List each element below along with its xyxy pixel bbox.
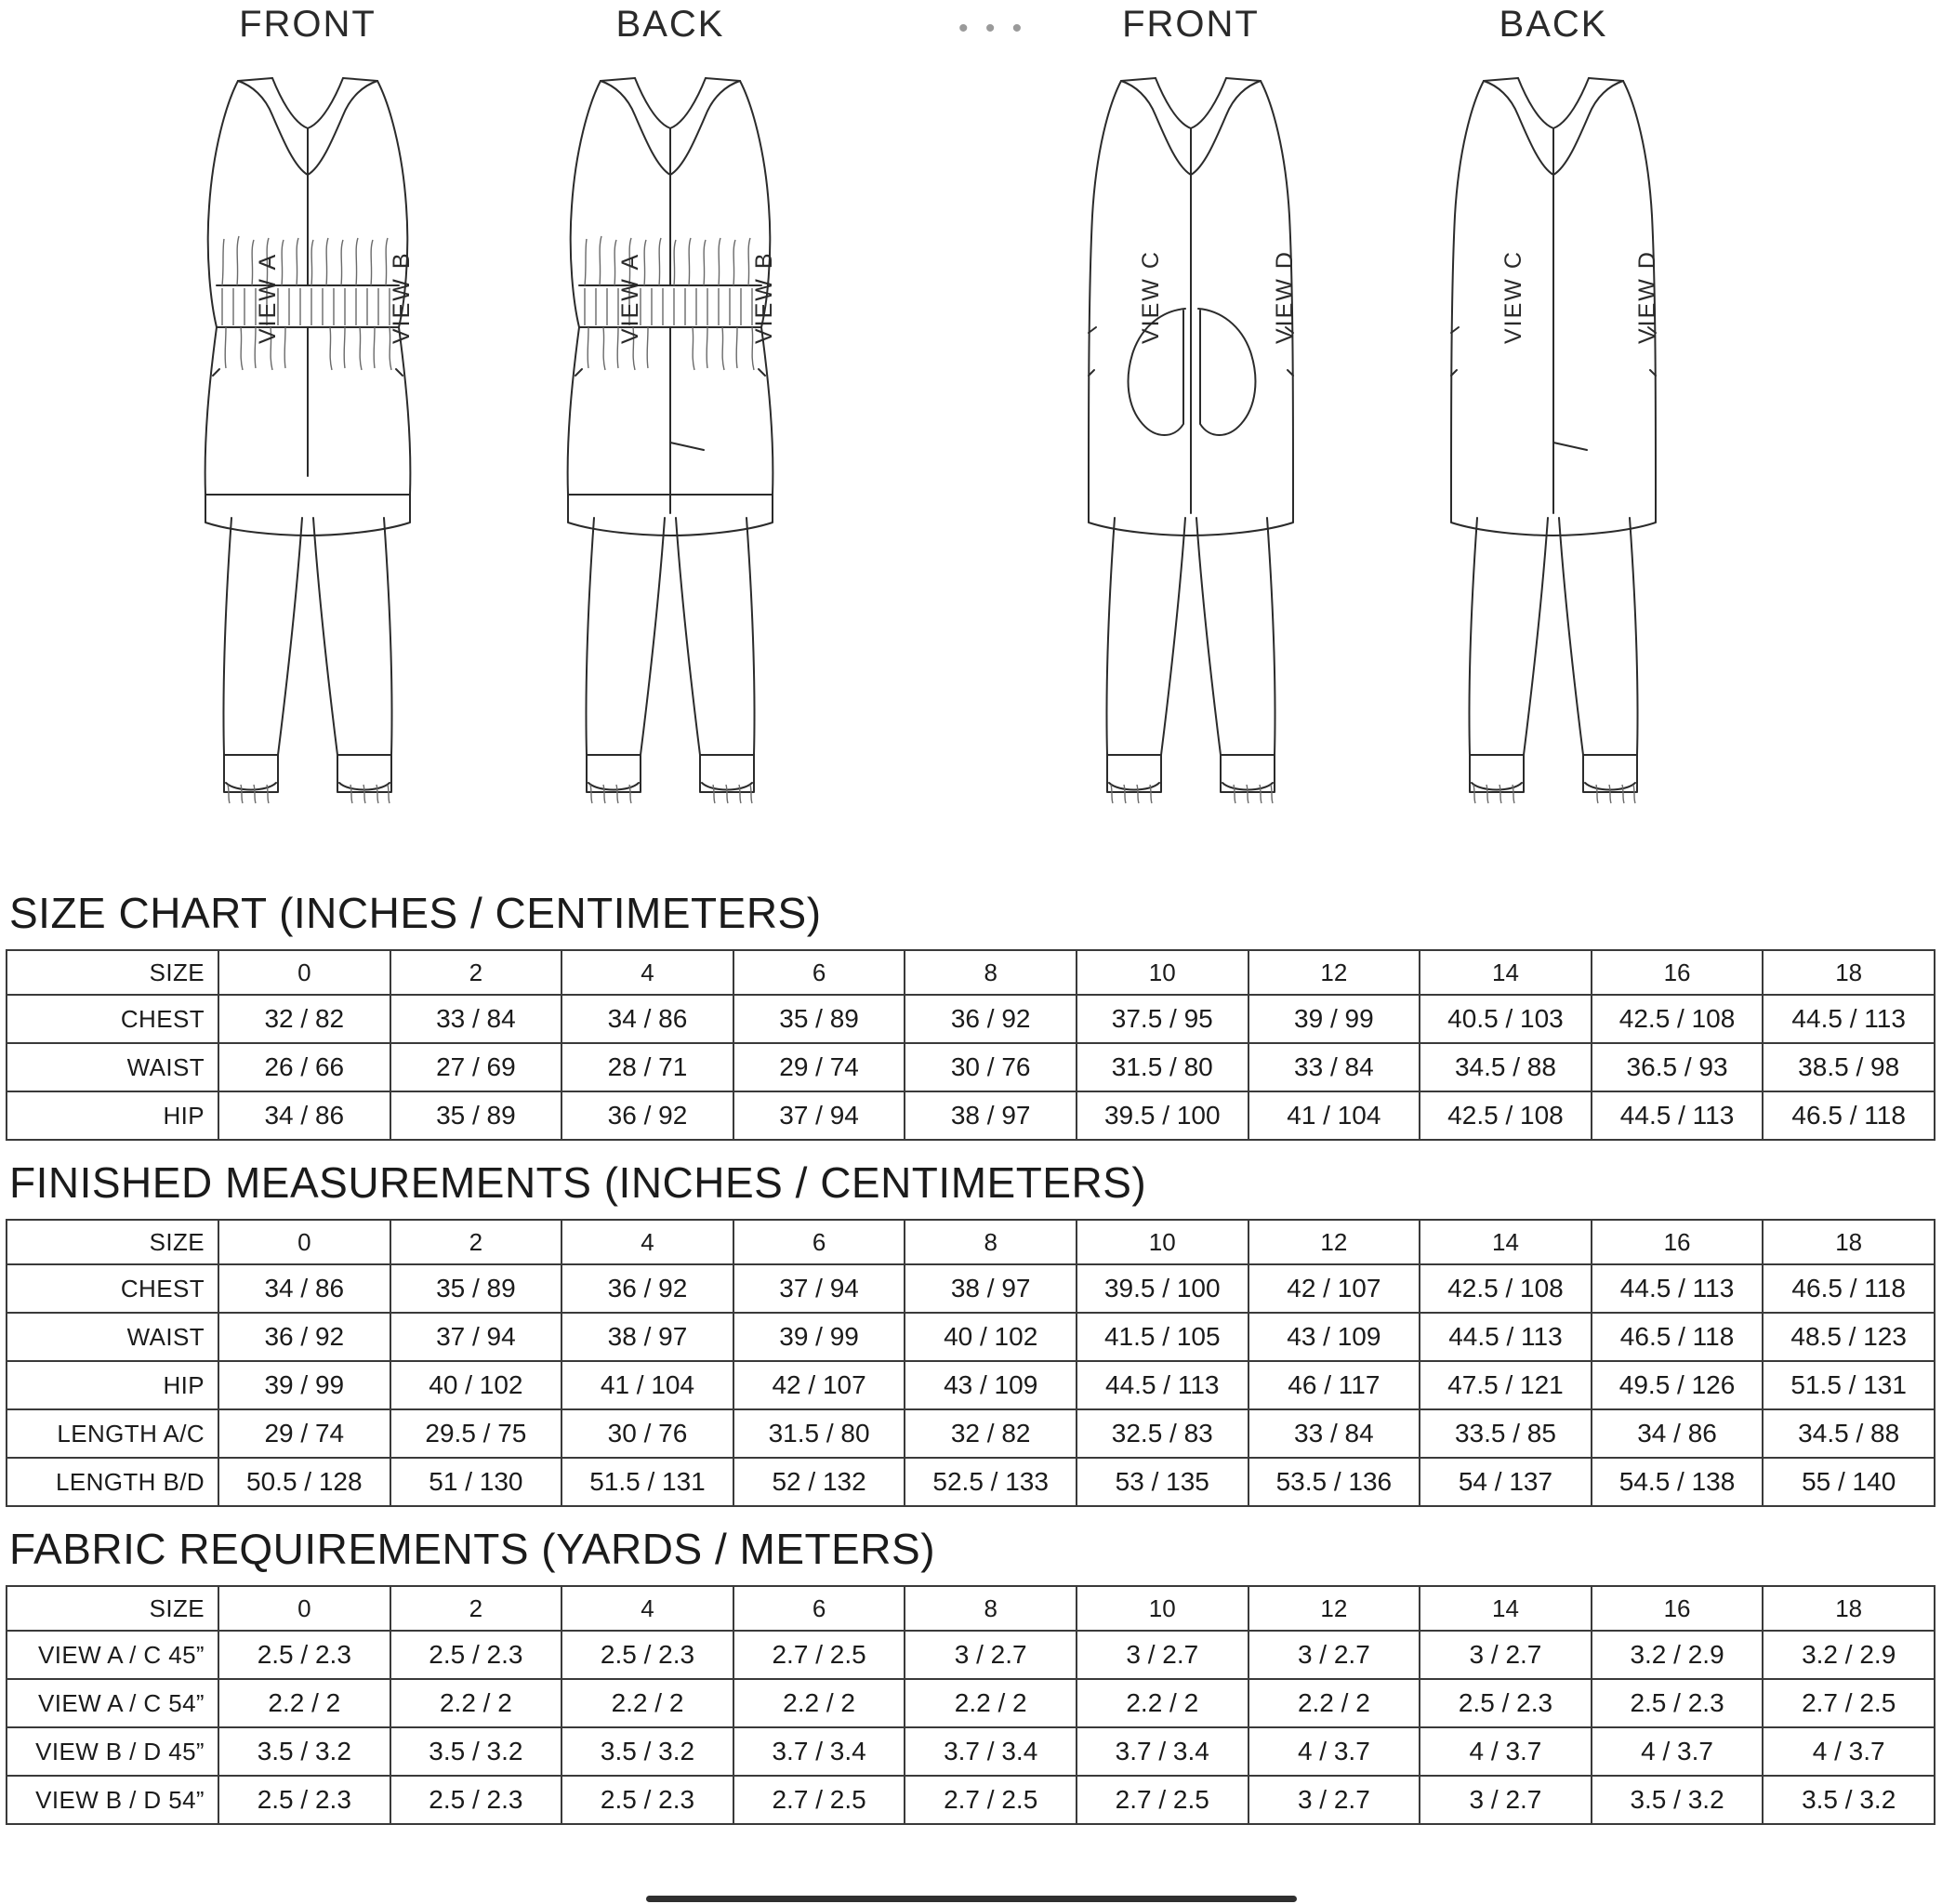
table-cell: 36 / 92 [561, 1264, 733, 1313]
table-cell: 54.5 / 138 [1592, 1458, 1764, 1506]
figure-view-c-back [1335, 0, 1772, 879]
table-cell: 4 / 3.7 [1763, 1727, 1935, 1776]
column-header: 4 [561, 1220, 733, 1264]
figure-title: BACK [1499, 4, 1608, 45]
table-cell: 2.2 / 2 [390, 1679, 562, 1727]
table-cell: 39.5 / 100 [1077, 1264, 1248, 1313]
table-cell: 46.5 / 118 [1592, 1313, 1764, 1361]
column-header: 18 [1763, 950, 1935, 995]
table-cell: 34 / 86 [1592, 1409, 1764, 1458]
table-cell: 4 / 3.7 [1420, 1727, 1592, 1776]
table-cell: 42.5 / 108 [1420, 1264, 1592, 1313]
table-cell: 51 / 130 [390, 1458, 562, 1506]
table-cell: 29 / 74 [733, 1043, 905, 1091]
garment-illustration [168, 48, 447, 866]
table-cell: 44.5 / 113 [1077, 1361, 1248, 1409]
column-header: 8 [905, 1220, 1077, 1264]
table-cell: 35 / 89 [733, 995, 905, 1043]
table-cell: 3 / 2.7 [1077, 1631, 1248, 1679]
table-cell: 34 / 86 [218, 1091, 390, 1140]
column-header: 6 [733, 950, 905, 995]
figure-right-label: VIEW D [1272, 250, 1298, 344]
table-cell: 39 / 99 [218, 1361, 390, 1409]
table-cell: 2.2 / 2 [905, 1679, 1077, 1727]
table-cell: 37 / 94 [390, 1313, 562, 1361]
row-label: WAIST [7, 1313, 218, 1361]
figure-right-label: VIEW B [751, 251, 777, 344]
table-cell: 3.2 / 2.9 [1592, 1631, 1764, 1679]
table-cell: 42 / 107 [1248, 1264, 1420, 1313]
ellipsis-separator: • • • [958, 13, 1027, 44]
table-cell: 41 / 104 [1248, 1091, 1420, 1140]
row-label: CHEST [7, 995, 218, 1043]
garment-illustration [1051, 48, 1330, 866]
table-cell: 51.5 / 131 [1763, 1361, 1935, 1409]
row-label: VIEW A / C 54” [7, 1679, 218, 1727]
column-header: 18 [1763, 1220, 1935, 1264]
table-cell: 40 / 102 [905, 1313, 1077, 1361]
column-header: 0 [218, 950, 390, 995]
table-cell: 36 / 92 [905, 995, 1077, 1043]
row-label: WAIST [7, 1043, 218, 1091]
table-cell: 2.2 / 2 [218, 1679, 390, 1727]
table-cell: 29 / 74 [218, 1409, 390, 1458]
table-cell: 55 / 140 [1763, 1458, 1935, 1506]
table-cell: 2.7 / 2.5 [1077, 1776, 1248, 1824]
column-header: 4 [561, 950, 733, 995]
table-header-row [7, 1220, 1935, 1264]
table-cell: 42.5 / 108 [1592, 995, 1764, 1043]
column-header: 6 [733, 1586, 905, 1631]
table-cell: 2.2 / 2 [1077, 1679, 1248, 1727]
table-cell: 36.5 / 93 [1592, 1043, 1764, 1091]
column-header: 16 [1592, 1220, 1764, 1264]
garment-illustration [531, 48, 810, 866]
table-cell: 46.5 / 118 [1763, 1264, 1935, 1313]
table-row [7, 995, 1935, 1043]
column-header: 4 [561, 1586, 733, 1631]
table-cell: 4 / 3.7 [1592, 1727, 1764, 1776]
column-header: 2 [390, 950, 562, 995]
column-header: 14 [1420, 1220, 1592, 1264]
table-cell: 26 / 66 [218, 1043, 390, 1091]
table-cell: 28 / 71 [561, 1043, 733, 1091]
table-cell: 36 / 92 [218, 1313, 390, 1361]
table-cell: 51.5 / 131 [561, 1458, 733, 1506]
table-cell: 43 / 109 [1248, 1313, 1420, 1361]
table-cell: 3.5 / 3.2 [1763, 1776, 1935, 1824]
home-indicator [646, 1896, 1297, 1902]
column-header: 10 [1077, 950, 1248, 995]
table-row [7, 1313, 1935, 1361]
figure-right-label: VIEW D [1634, 250, 1660, 344]
column-header-size: SIZE [7, 950, 218, 995]
table-cell: 2.5 / 2.3 [561, 1631, 733, 1679]
table-cell: 2.5 / 2.3 [218, 1631, 390, 1679]
table-cell: 3 / 2.7 [1248, 1631, 1420, 1679]
figure-title: BACK [615, 4, 725, 45]
table-header-row [7, 950, 1935, 995]
table-cell: 34.5 / 88 [1420, 1043, 1592, 1091]
table-cell: 30 / 76 [561, 1409, 733, 1458]
table-cell: 3.5 / 3.2 [390, 1727, 562, 1776]
table-cell: 38 / 97 [905, 1264, 1077, 1313]
table-cell: 50.5 / 128 [218, 1458, 390, 1506]
table-cell: 3 / 2.7 [1420, 1776, 1592, 1824]
table-cell: 3.5 / 3.2 [1592, 1776, 1764, 1824]
figure-title: FRONT [1122, 4, 1260, 45]
fabric-requirements-title: FABRIC REQUIREMENTS (YARDS / METERS) [9, 1525, 936, 1573]
row-label: VIEW A / C 45” [7, 1631, 218, 1679]
table-row [7, 1091, 1935, 1140]
column-header: 14 [1420, 1586, 1592, 1631]
table-cell: 53 / 135 [1077, 1458, 1248, 1506]
table-cell: 39 / 99 [1248, 995, 1420, 1043]
table-cell: 33 / 84 [390, 995, 562, 1043]
table-cell: 34 / 86 [561, 995, 733, 1043]
table-cell: 2.5 / 2.3 [390, 1776, 562, 1824]
table-cell: 30 / 76 [905, 1043, 1077, 1091]
table-cell: 46 / 117 [1248, 1361, 1420, 1409]
table-cell: 40 / 102 [390, 1361, 562, 1409]
figure-right-label: VIEW B [389, 251, 415, 344]
table-cell: 42.5 / 108 [1420, 1091, 1592, 1140]
table-cell: 2.5 / 2.3 [1420, 1679, 1592, 1727]
column-header: 12 [1248, 950, 1420, 995]
table-cell: 32.5 / 83 [1077, 1409, 1248, 1458]
table-row [7, 1727, 1935, 1776]
table-cell: 3.5 / 3.2 [218, 1727, 390, 1776]
garment-illustration [1414, 48, 1693, 866]
table-cell: 52 / 132 [733, 1458, 905, 1506]
table-cell: 2.2 / 2 [1248, 1679, 1420, 1727]
table-cell: 33 / 84 [1248, 1409, 1420, 1458]
table-cell: 41 / 104 [561, 1361, 733, 1409]
table-cell: 47.5 / 121 [1420, 1361, 1592, 1409]
table-cell: 38 / 97 [561, 1313, 733, 1361]
column-header: 6 [733, 1220, 905, 1264]
table-cell: 34 / 86 [218, 1264, 390, 1313]
column-header: 10 [1077, 1220, 1248, 1264]
table-cell: 3.7 / 3.4 [1077, 1727, 1248, 1776]
column-header: 18 [1763, 1586, 1935, 1631]
table-row [7, 1458, 1935, 1506]
column-header: 8 [905, 950, 1077, 995]
table-cell: 33.5 / 85 [1420, 1409, 1592, 1458]
fabric-requirements-table [6, 1585, 1935, 1825]
table-cell: 3 / 2.7 [1420, 1631, 1592, 1679]
table-cell: 32 / 82 [218, 995, 390, 1043]
table-cell: 36 / 92 [561, 1091, 733, 1140]
table-cell: 2.7 / 2.5 [1763, 1679, 1935, 1727]
figure-left-label: VIEW C [1138, 250, 1164, 344]
column-header: 16 [1592, 950, 1764, 995]
column-header: 0 [218, 1586, 390, 1631]
table-cell: 39 / 99 [733, 1313, 905, 1361]
table-cell: 2.5 / 2.3 [390, 1631, 562, 1679]
table-cell: 2.7 / 2.5 [733, 1631, 905, 1679]
table-cell: 3.2 / 2.9 [1763, 1631, 1935, 1679]
figure-view-a-back [452, 0, 889, 879]
table-cell: 2.7 / 2.5 [733, 1776, 905, 1824]
table-cell: 3.7 / 3.4 [905, 1727, 1077, 1776]
table-cell: 39.5 / 100 [1077, 1091, 1248, 1140]
column-header: 0 [218, 1220, 390, 1264]
technical-drawings [6, 0, 1936, 879]
column-header: 16 [1592, 1586, 1764, 1631]
table-cell: 37 / 94 [733, 1091, 905, 1140]
figure-left-label: VIEW A [255, 252, 281, 344]
table-cell: 43 / 109 [905, 1361, 1077, 1409]
table-cell: 2.5 / 2.3 [561, 1776, 733, 1824]
table-row [7, 1043, 1935, 1091]
column-header: 12 [1248, 1586, 1420, 1631]
row-label: HIP [7, 1361, 218, 1409]
column-header: 2 [390, 1586, 562, 1631]
table-row [7, 1631, 1935, 1679]
table-cell: 46.5 / 118 [1763, 1091, 1935, 1140]
table-cell: 34.5 / 88 [1763, 1409, 1935, 1458]
row-label: HIP [7, 1091, 218, 1140]
table-cell: 35 / 89 [390, 1264, 562, 1313]
table-cell: 35 / 89 [390, 1091, 562, 1140]
table-cell: 48.5 / 123 [1763, 1313, 1935, 1361]
figure-title: FRONT [239, 4, 377, 45]
table-cell: 2.2 / 2 [561, 1679, 733, 1727]
table-cell: 54 / 137 [1420, 1458, 1592, 1506]
table-cell: 27 / 69 [390, 1043, 562, 1091]
table-cell: 38 / 97 [905, 1091, 1077, 1140]
table-cell: 41.5 / 105 [1077, 1313, 1248, 1361]
table-cell: 31.5 / 80 [733, 1409, 905, 1458]
figure-left-label: VIEW C [1500, 250, 1526, 344]
table-row [7, 1776, 1935, 1824]
table-header-row [7, 1586, 1935, 1631]
column-header: 10 [1077, 1586, 1248, 1631]
table-cell: 2.7 / 2.5 [905, 1776, 1077, 1824]
row-label: VIEW B / D 54” [7, 1776, 218, 1824]
table-row [7, 1264, 1935, 1313]
table-cell: 29.5 / 75 [390, 1409, 562, 1458]
table-cell: 44.5 / 113 [1763, 995, 1935, 1043]
size-chart-table [6, 949, 1935, 1141]
row-label: VIEW B / D 45” [7, 1727, 218, 1776]
table-cell: 44.5 / 113 [1420, 1313, 1592, 1361]
size-chart-title: SIZE CHART (INCHES / CENTIMETERS) [9, 889, 822, 937]
row-label: CHEST [7, 1264, 218, 1313]
table-cell: 52.5 / 133 [905, 1458, 1077, 1506]
column-header: 12 [1248, 1220, 1420, 1264]
finished-measurements-title: FINISHED MEASUREMENTS (INCHES / CENTIMETERS) [9, 1158, 1147, 1207]
table-cell: 3 / 2.7 [1248, 1776, 1420, 1824]
table-cell: 31.5 / 80 [1077, 1043, 1248, 1091]
table-cell: 3 / 2.7 [905, 1631, 1077, 1679]
table-cell: 2.2 / 2 [733, 1679, 905, 1727]
column-header-size: SIZE [7, 1220, 218, 1264]
table-row [7, 1679, 1935, 1727]
column-header: 2 [390, 1220, 562, 1264]
table-cell: 40.5 / 103 [1420, 995, 1592, 1043]
table-row [7, 1361, 1935, 1409]
row-label: LENGTH B/D [7, 1458, 218, 1506]
table-cell: 2.5 / 2.3 [218, 1776, 390, 1824]
table-cell: 42 / 107 [733, 1361, 905, 1409]
table-cell: 2.5 / 2.3 [1592, 1679, 1764, 1727]
row-label: LENGTH A/C [7, 1409, 218, 1458]
table-cell: 37.5 / 95 [1077, 995, 1248, 1043]
table-cell: 53.5 / 136 [1248, 1458, 1420, 1506]
table-cell: 4 / 3.7 [1248, 1727, 1420, 1776]
column-header: 8 [905, 1586, 1077, 1631]
table-cell: 3.5 / 3.2 [561, 1727, 733, 1776]
table-row [7, 1409, 1935, 1458]
table-cell: 37 / 94 [733, 1264, 905, 1313]
table-cell: 38.5 / 98 [1763, 1043, 1935, 1091]
table-cell: 33 / 84 [1248, 1043, 1420, 1091]
table-cell: 44.5 / 113 [1592, 1091, 1764, 1140]
finished-measurements-table [6, 1219, 1935, 1507]
table-cell: 3.7 / 3.4 [733, 1727, 905, 1776]
column-header: 14 [1420, 950, 1592, 995]
table-cell: 49.5 / 126 [1592, 1361, 1764, 1409]
table-cell: 32 / 82 [905, 1409, 1077, 1458]
table-cell: 44.5 / 113 [1592, 1264, 1764, 1313]
figure-left-label: VIEW A [617, 252, 643, 344]
column-header-size: SIZE [7, 1586, 218, 1631]
